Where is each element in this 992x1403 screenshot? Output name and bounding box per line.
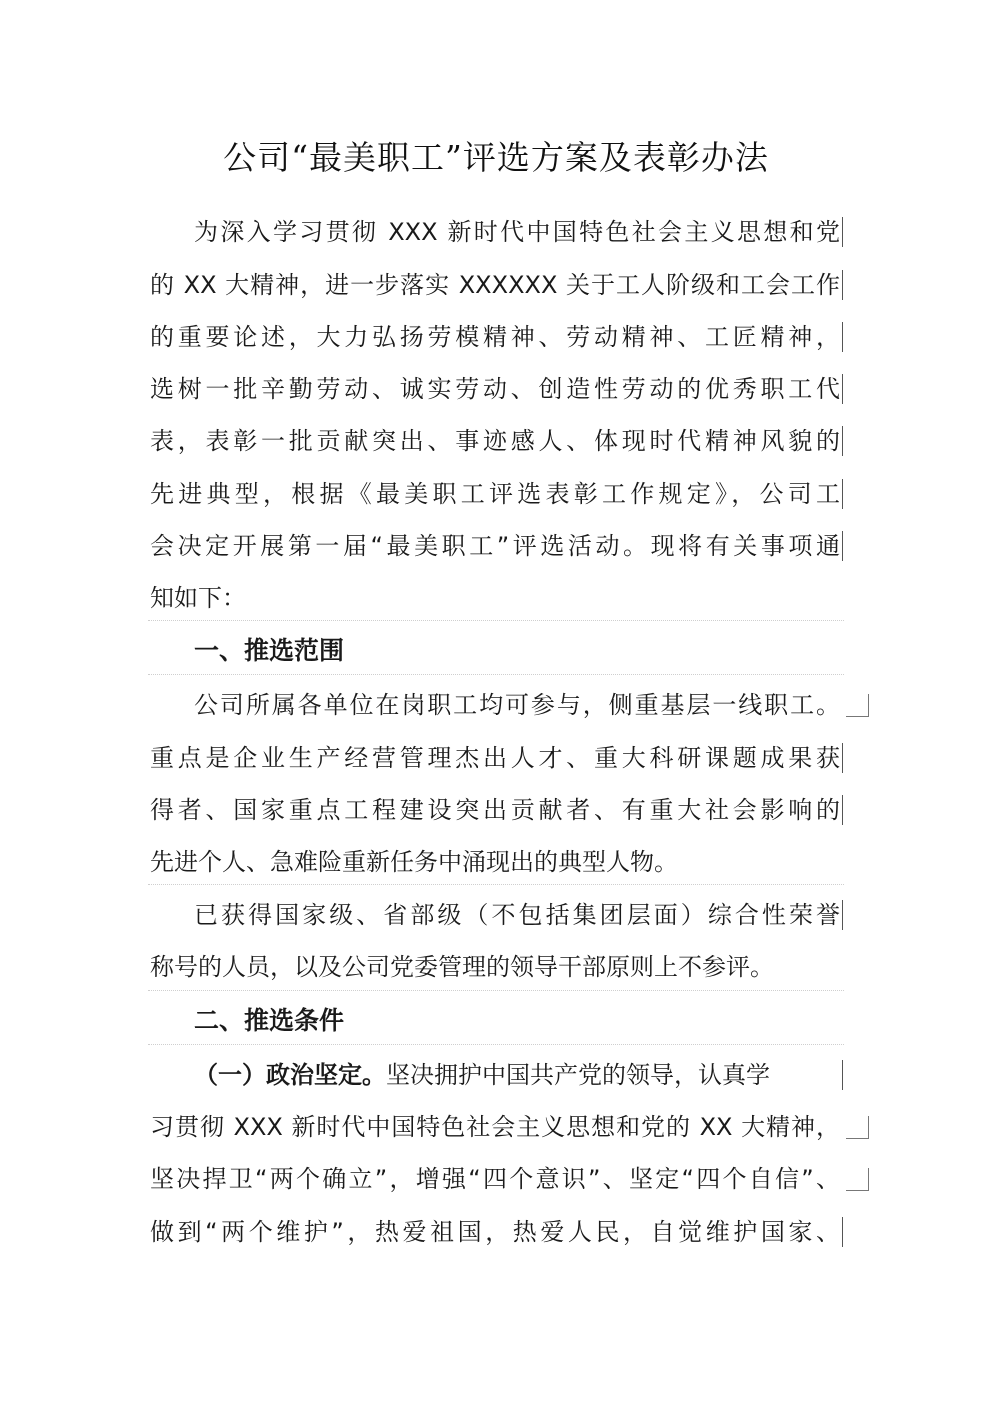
line-end-mark [846,694,869,717]
scope-line-2: 重点是企业生产经营管理杰出人才、重大科研课题成果获 [150,744,840,772]
intro-line-6: 先进典型，根据《最美职工评选表彰工作规定》，公司工 [150,480,840,508]
paragraph-separator [148,674,844,675]
intro-line-4: 选树一批辛勤劳动、诚实劳动、创造性劳动的优秀职工代 [150,375,840,403]
scope-line-1: 公司所属各单位在岗职工均可参与，侧重基层一线职工。 [194,691,840,719]
section-heading-scope: 一、推选范围 [194,636,345,665]
condition-1-text: 坚决拥护中国共产党的领导，认真学 [386,1061,770,1089]
document-title: 公司“最美职工”评选方案及表彰办法 [223,138,769,177]
margin-mark [842,531,843,561]
margin-mark [842,322,843,352]
scope-note-line-1: 已获得国家级、省部级（不包括集团层面）综合性荣誉 [194,901,840,929]
margin-mark [842,743,843,773]
scope-note-line-2: 称号的人员，以及公司党委管理的领导干部原则上不参评。 [150,953,774,981]
line-end-mark [846,1116,869,1139]
intro-line-3: 的重要论述，大力弘扬劳模精神、劳动精神、工匠精神， [150,323,840,351]
margin-mark [842,900,843,930]
line-end-mark [846,1168,869,1191]
margin-mark [842,1217,843,1247]
margin-mark [842,426,843,456]
margin-mark [842,217,843,247]
condition-1-line-4: 做到“两个维护”，热爱祖国，热爱人民，自觉维护国家、 [150,1218,840,1246]
paragraph-separator [148,620,844,621]
paragraph-separator [148,884,844,885]
margin-mark [842,270,843,300]
condition-1-line-1 [150,1058,840,1092]
condition-1-line-2: 习贯彻 XXX 新时代中国特色社会主义思想和党的 XX 大精神， [150,1113,840,1141]
intro-line-7: 会决定开展第一届“最美职工”评选活动。现将有关事项通 [150,532,840,560]
intro-line-1: 为深入学习贯彻 XXX 新时代中国特色社会主义思想和党 [194,218,840,246]
scope-line-3: 得者、国家重点工程建设突出贡献者、有重大社会影响的 [150,796,840,824]
margin-mark [842,479,843,509]
condition-1-label: （一）政治坚定。 [194,1061,386,1089]
scope-line-4: 先进个人、急难险重新任务中涌现出的典型人物。 [150,848,678,876]
paragraph-separator [148,990,844,991]
intro-line-2: 的 XX 大精神，进一步落实 XXXXXX 关于工人阶级和工会工作 [150,271,840,299]
paragraph-separator [148,1044,844,1045]
margin-mark [842,795,843,825]
section-heading-conditions: 二、推选条件 [194,1006,345,1035]
margin-mark [842,374,843,404]
condition-1-line-3: 坚决捍卫“两个确立”，增强“四个意识”、坚定“四个自信”、 [150,1165,840,1193]
intro-line-8: 知如下： [150,584,246,612]
margin-mark [842,1060,843,1090]
intro-line-5: 表，表彰一批贡献突出、事迹感人、体现时代精神风貌的 [150,427,840,455]
